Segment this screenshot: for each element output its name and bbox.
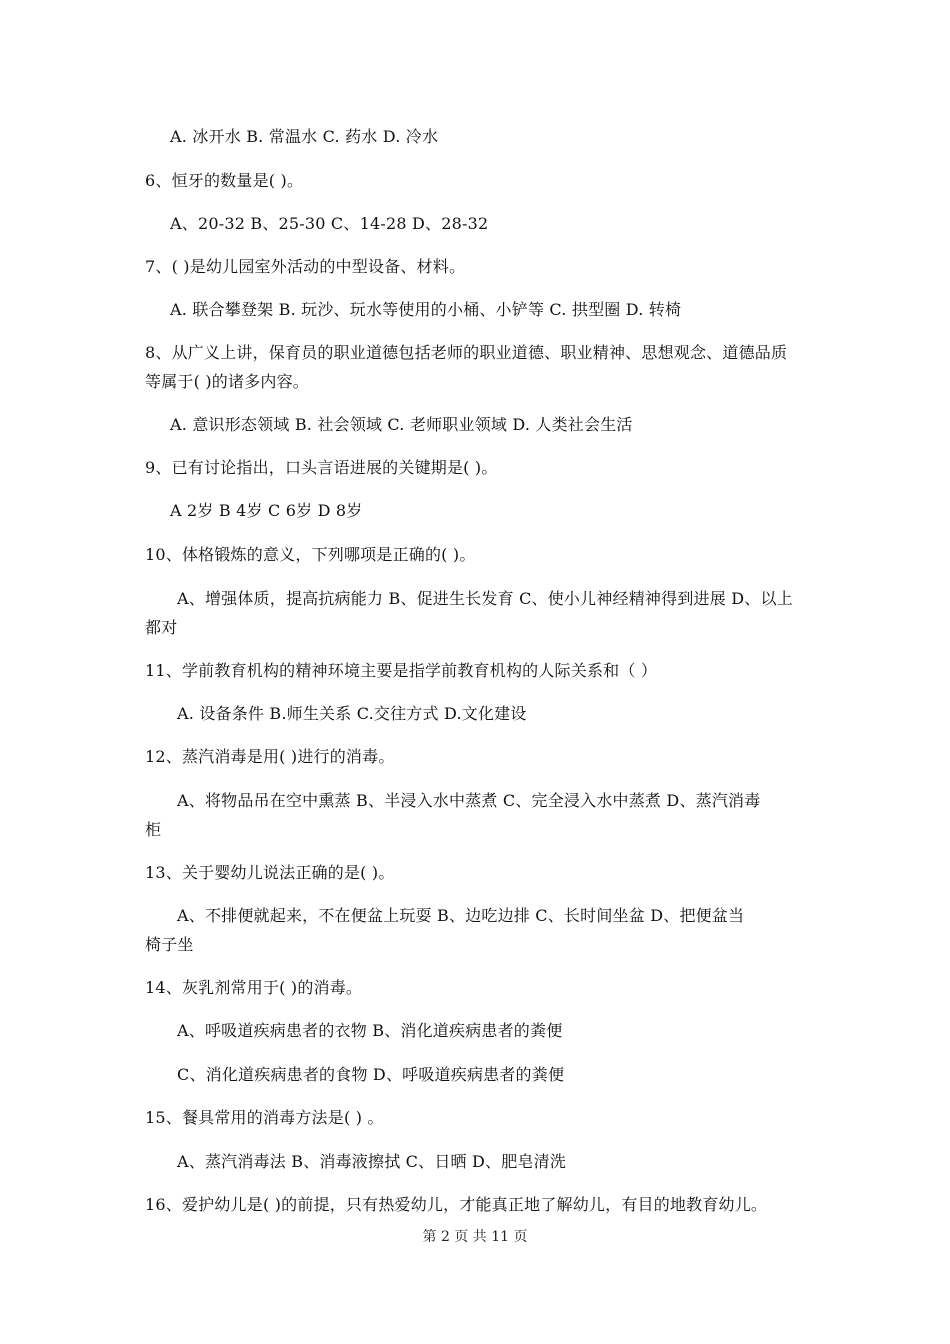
q13-options-line2: 椅子坐	[145, 935, 194, 954]
q10-options-line1: A、增强体质，提高抗病能力 B、促进生长发育 C、使小儿神经精神得到进展 D、以上	[177, 589, 793, 608]
q8-question-line1: 8、从广义上讲，保育员的职业道德包括老师的职业道德、职业精神、思想观念、道德品质	[145, 343, 788, 362]
q5-options: A. 冰开水 B. 常温水 C. 药水 D. 冷水	[170, 127, 439, 146]
q14-options-line1: A、呼吸道疾病患者的衣物 B、消化道疾病患者的粪便	[177, 1021, 563, 1040]
page-footer: 第 2 页 共 11 页	[422, 1229, 528, 1245]
q15-options: A、蒸汽消毒法 B、消毒液擦拭 C、日晒 D、肥皂清洗	[177, 1152, 567, 1171]
q10-question: 10、体格锻炼的意义，下列哪项是正确的( )。	[145, 545, 476, 564]
q6-options: A、20-32 B、25-30 C、14-28 D、28-32	[170, 214, 489, 233]
q12-options-line2: 柜	[145, 820, 162, 839]
q11-question: 11、学前教育机构的精神环境主要是指学前教育机构的人际关系和（ ）	[145, 661, 658, 680]
q12-options-line1: A、将物品吊在空中熏蒸 B、半浸入水中蒸煮 C、完全浸入水中蒸煮 D、蒸汽消毒	[177, 791, 761, 810]
q15-question: 15、餐具常用的消毒方法是( ) 。	[145, 1108, 384, 1127]
q11-options: A. 设备条件 B.师生关系 C.交往方式 D.文化建设	[177, 704, 527, 723]
q10-options-line2: 都对	[145, 618, 178, 637]
q9-question: 9、已有讨论指出，口头言语进展的关键期是( )。	[145, 458, 498, 477]
q13-question: 13、关于婴幼儿说法正确的是( )。	[145, 863, 395, 882]
q9-options: A 2岁 B 4岁 C 6岁 D 8岁	[170, 501, 363, 520]
q8-question-line2: 等属于( )的诸多内容。	[145, 372, 309, 391]
q7-question: 7、( )是幼儿园室外活动的中型设备、材料。	[145, 257, 466, 276]
q16-question: 16、爱护幼儿是( )的前提，只有热爱幼儿，才能真正地了解幼儿，有目的地教育幼儿。	[145, 1195, 768, 1214]
q6-question: 6、恒牙的数量是( )。	[145, 171, 304, 190]
q13-options-line1: A、不排便就起来，不在便盆上玩耍 B、边吃边排 C、长时间坐盆 D、把便盆当	[177, 906, 745, 925]
q14-options-line2: C、消化道疾病患者的食物 D、呼吸道疾病患者的粪便	[177, 1065, 565, 1084]
q14-question: 14、灰乳剂常用于( )的消毒。	[145, 978, 363, 997]
q7-options: A. 联合攀登架 B. 玩沙、玩水等使用的小桶、小铲等 C. 拱型圈 D. 转椅	[170, 300, 682, 319]
q12-question: 12、蒸汽消毒是用( )进行的消毒。	[145, 747, 395, 766]
q8-options: A. 意识形态领域 B. 社会领域 C. 老师职业领域 D. 人类社会生活	[170, 415, 633, 434]
